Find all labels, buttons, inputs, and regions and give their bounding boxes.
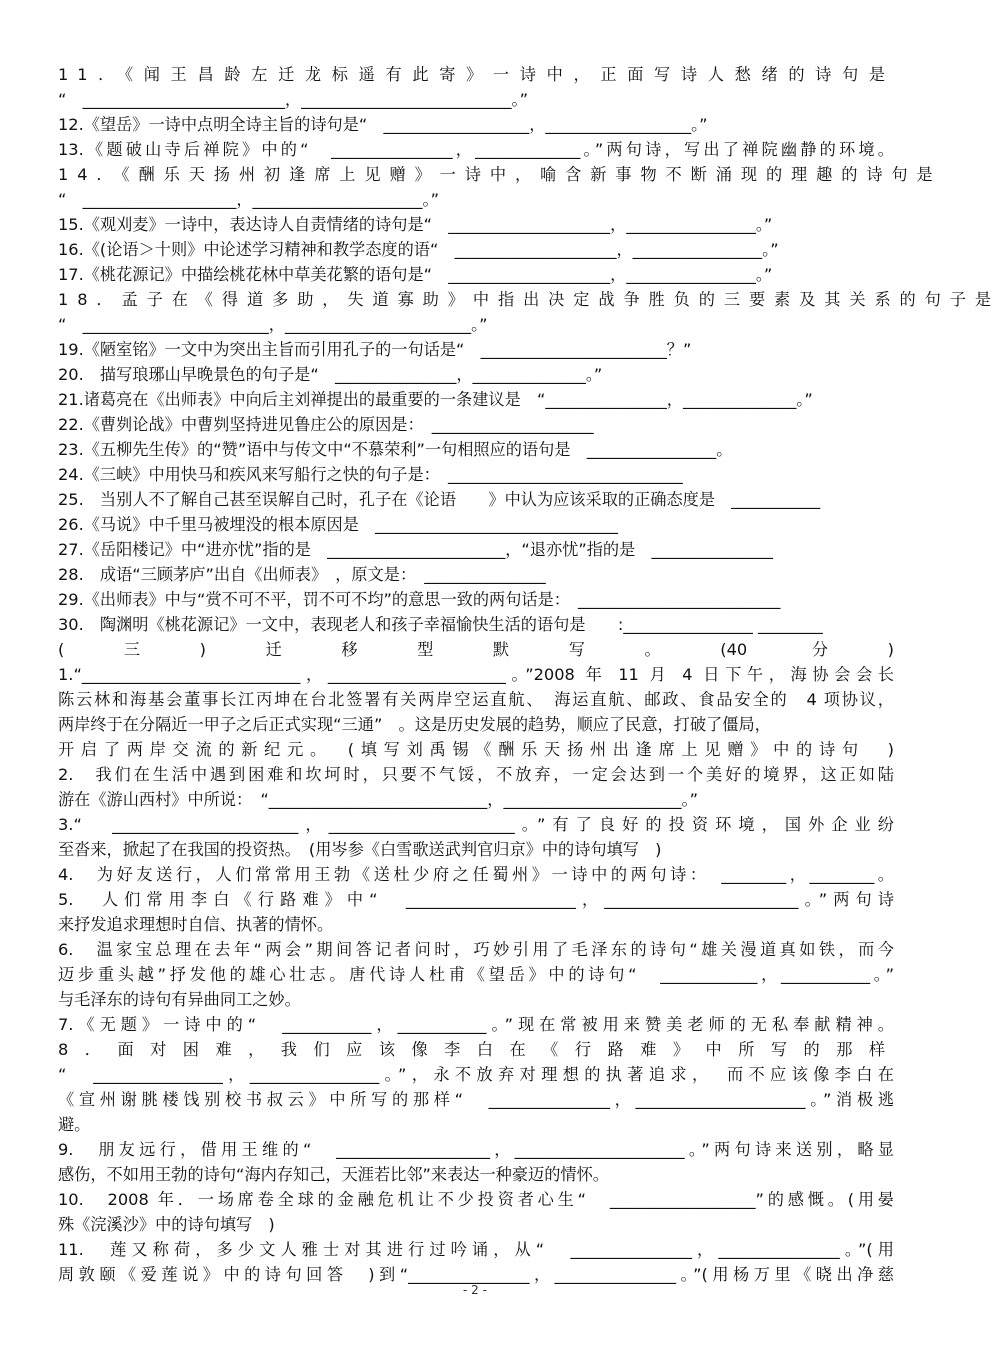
text-line: “ _________________________，__________________________。”: [58, 90, 529, 109]
text-line: 9. 朋友远行，借用王维的“ ___________________，_____________________。”两句诗来送别，略显: [58, 1140, 894, 1159]
text-line: “ _______________________，_______________________。”: [58, 315, 488, 334]
text-lines: [58, 62, 1000, 1287]
text-line: 16.《(论语＞十则》中论述学习精神和教学态度的语“ ____________________，________________。”: [58, 240, 779, 259]
text-line: 27.《岳阳楼记》中“进亦忧”指的是 ______________________，“退亦忧”指的是 _______________: [58, 540, 773, 559]
text-line: 来抒发追求理想时自信、执著的情怀。: [58, 915, 334, 934]
text-line: 6. 温家宝总理在去年“两会”期间答记者问时，巧妙引用了毛泽东的诗句“雄关漫道真如铁，而今: [58, 940, 894, 959]
text-line: 陈云林和海基会董事长江丙坤在台北签署有关两岸空运直航、 海运直航、邮政、食品安全的 4 项协议，: [58, 690, 894, 709]
text-line: 14．《酬乐天扬州初逢席上见赠》一诗中，喻含新事物不断涌现的理趣的诗句是: [58, 165, 942, 184]
text-line: 迈步重头越”抒发他的雄心壮志。唐代诗人杜甫《望岳》中的诗句“ ____________，___________。”: [58, 965, 894, 984]
text-line: 11. 莲又称荷，多少文人雅士对其进行过吟诵，从“ _______________，_______________。”(用: [58, 1240, 894, 1259]
text-line: 24.《三峡》中用快马和疾风来写船行之快的句子是： _____________________________: [58, 465, 683, 484]
text-line: 7.《无题》一诗中的“ ___________，___________。”现在常被用来赞美老师的无私奉献精神。: [58, 1015, 894, 1034]
text-line: 20. 描写琅琊山早晚景色的句子是“ _______________，______________。”: [58, 365, 603, 384]
text-line: 8．面对困难，我们应该像李白在《行路难》中所写的那样: [58, 1040, 894, 1059]
text-line: 游在《游山西村》中所说： “___________________________，______________________。”: [58, 790, 698, 809]
text-line: 两岸终于在分隔近一甲子之后正式实现“三通” 。这是历史发展的趋势，顺应了民意，打破了僵局，: [58, 715, 771, 734]
text-line: 25. 当别人不了解自己甚至误解自己时，孔子在《论语 》中认为应该采取的正确态度是 ___________: [58, 490, 821, 509]
text-line: 28. 成语“三顾茅庐”出自《出师表》 ，原文是： _______________: [58, 565, 546, 584]
text-line: 13.《题破山寺后禅院》中的“ _______________，_____________。”两句诗，写出了禅院幽静的环境。: [58, 140, 894, 159]
text-line: 殊《浣溪沙》中的诗句填写 ): [58, 1215, 275, 1234]
worksheet-page: [58, 62, 1000, 1287]
page-number: - 2 -: [463, 1283, 487, 1297]
text-line: 29.《出师表》中与“赏不可不平，罚不可不均”的意思一致的两句话是： _________________________: [58, 590, 781, 609]
text-line: 与毛泽东的诗句有异曲同工之妙。: [58, 990, 301, 1009]
text-line: 12.《望岳》一诗中点明全诗主旨的诗句是“ __________________，__________________。”: [58, 115, 708, 134]
text-line: “ ___________________，_____________________。”: [58, 190, 439, 209]
text-line: 30. 陶渊明《桃花源记》一文中，表现老人和孩子幸福愉快生活的语句是 :________________ ________: [58, 615, 823, 634]
text-line: 4. 为好友送行，人们常常用王勃《送杜少府之任蜀州》一诗中的两句诗： ________，________。: [58, 865, 894, 884]
text-line: 2. 我们在生活中遇到困难和坎坷时，只要不气馁，不放弃，一定会达到一个美好的境界，这正如陆: [58, 765, 894, 784]
text-line: 26.《马说》中千里马被埋没的根本原因是 ______________________________: [58, 515, 618, 534]
text-line: 1.“___________________________，______________________。”2008 年 11 月 4 日下午，海协会会长: [58, 665, 894, 684]
text-line: 17.《桃花源记》中描绘桃花林中草美花繁的语句是“ ____________________，________________。”: [58, 265, 773, 284]
text-line: 5. 人们常用李白《行路难》中“ _____________________，________________________。”两句诗: [58, 890, 894, 909]
text-line: (三)迁移型默写。(40 分): [58, 640, 894, 659]
text-line: 避。: [58, 1115, 91, 1134]
text-line: 15.《观刈麦》一诗中，表达诗人自责情绪的诗句是“ ____________________，________________。”: [58, 215, 773, 234]
text-line: 18．孟子在《得道多助，失道寡助》中指出决定战争胜负的三要素及其关系的句子是: [58, 290, 1000, 309]
text-line: 11．《闻王昌龄左迁龙标遥有此寄》一诗中，正面写诗人愁绪的诗句是: [58, 65, 894, 84]
text-line: 10. 2008 年．一场席卷全球的金融危机让不少投资者心生“ __________________”的感慨。(用晏: [58, 1190, 894, 1209]
text-line: 19.《陋室铭》一文中为突出主旨而引用孔子的一句话是“ _______________________？”: [58, 340, 692, 359]
text-line: 《宣州谢朓楼饯别校书叔云》中所写的那样“ _______________，_____________________。”消极逃: [58, 1090, 894, 1109]
text-line: “ ________________，________________。”，永不放弃对理想的执著追求， 而不应该像李白在: [58, 1065, 894, 1084]
text-line: 22.《曹刿论战》中曹刿坚持进见鲁庄公的原因是： ____________________: [58, 415, 594, 434]
text-line: 至沓来，掀起了在我国的投资热。 (用岑参《白雪歌送武判官归京》中的诗句填写 ): [58, 840, 662, 859]
text-line: 21.诸葛亮在《出师表》中向后主刘禅提出的最重要的一条建议是 “_______________，______________。”: [58, 390, 813, 409]
text-line: 开启了两岸交流的新纪元。 (填写刘禹锡《酬乐天扬州出逢席上见赠》中的诗句 ): [58, 740, 894, 759]
text-line: 感伤，不如用王勃的诗句“海内存知己，天涯若比邻”来表达一种豪迈的情怀。: [58, 1165, 609, 1184]
text-line: 3.“ _______________________，_______________________。”有了良好的投资环境，国外企业纷: [58, 815, 894, 834]
text-line: 周敦颐《爱莲说》中的诗句回答 )到“_______________，_______________。”(用杨万里《晓出净慈: [58, 1265, 894, 1284]
text-line: 23.《五柳先生传》的“赞”语中与传文中“不慕荣利”一句相照应的语句是 ________________。: [58, 440, 733, 459]
